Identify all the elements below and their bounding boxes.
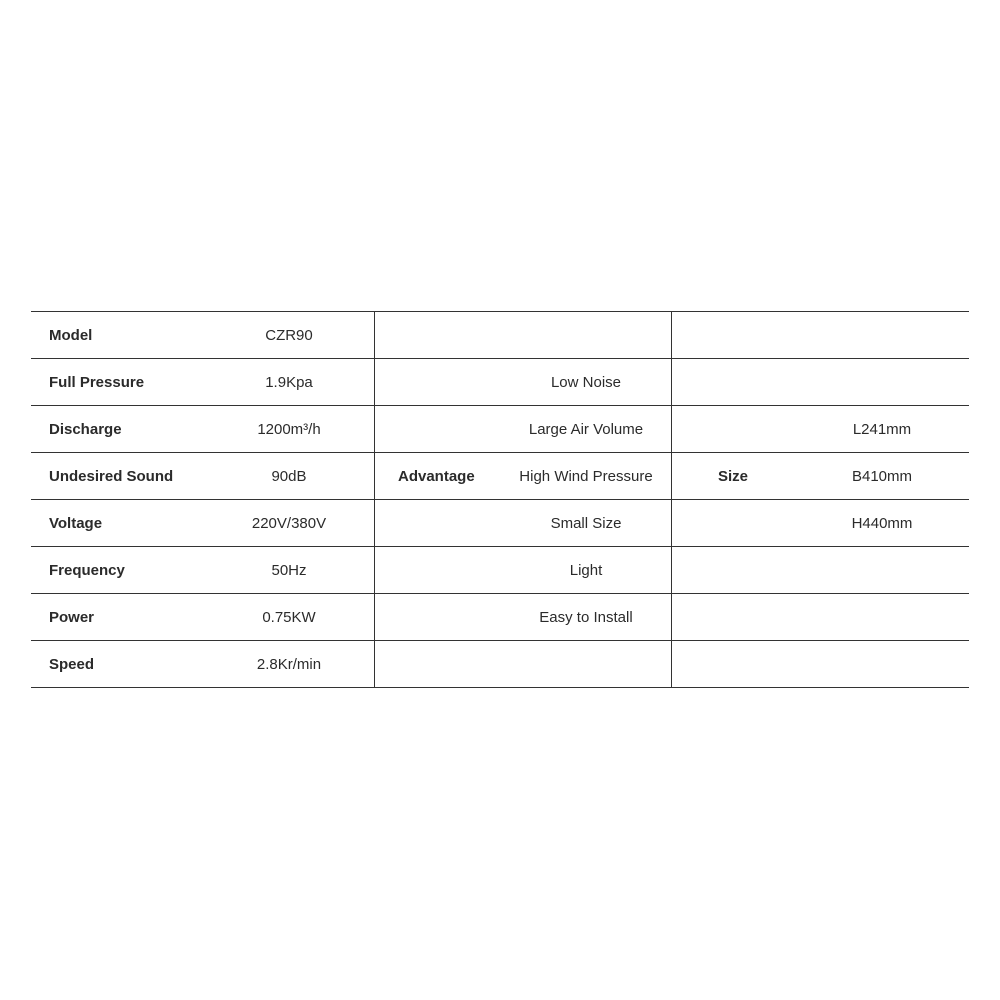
spec-value-power: 0.75KW <box>262 609 316 626</box>
advantage-item: Low Noise <box>550 374 622 391</box>
spec-value-full-pressure: 1.9Kpa <box>265 374 313 391</box>
size-item-length: L241mm <box>852 421 912 438</box>
spec-value-speed: 2.8Kr/min <box>256 656 322 673</box>
spec-value-model: CZR90 <box>265 327 313 344</box>
spec-value-voltage: 220V/380V <box>251 515 327 532</box>
advantage-item: Light <box>569 562 603 579</box>
spec-label-frequency: Frequency <box>49 562 125 579</box>
spec-value-discharge: 1200m³/h <box>257 421 321 438</box>
advantage-item: High Wind Pressure <box>519 468 653 485</box>
spec-label-discharge: Discharge <box>49 421 122 438</box>
spec-label-voltage: Voltage <box>49 515 103 532</box>
size-label: Size <box>718 468 749 485</box>
advantage-item: Small Size <box>550 515 622 532</box>
spec-value-undesired-sound: 90dB <box>271 468 307 485</box>
advantage-label: Advantage <box>398 468 475 485</box>
spec-table <box>31 311 969 688</box>
size-item-breadth: B410mm <box>851 468 913 485</box>
spec-label-power: Power <box>49 609 95 626</box>
spec-value-frequency: 50Hz <box>271 562 307 579</box>
column-divider <box>374 312 375 687</box>
advantage-item: Easy to Install <box>539 609 633 626</box>
spec-label-undesired-sound: Undesired Sound <box>49 468 174 485</box>
spec-label-speed: Speed <box>49 656 95 673</box>
spec-label-full-pressure: Full Pressure <box>49 374 145 391</box>
advantage-item: Large Air Volume <box>528 421 644 438</box>
size-item-height: H440mm <box>851 515 913 532</box>
spec-label-model: Model <box>49 327 93 344</box>
